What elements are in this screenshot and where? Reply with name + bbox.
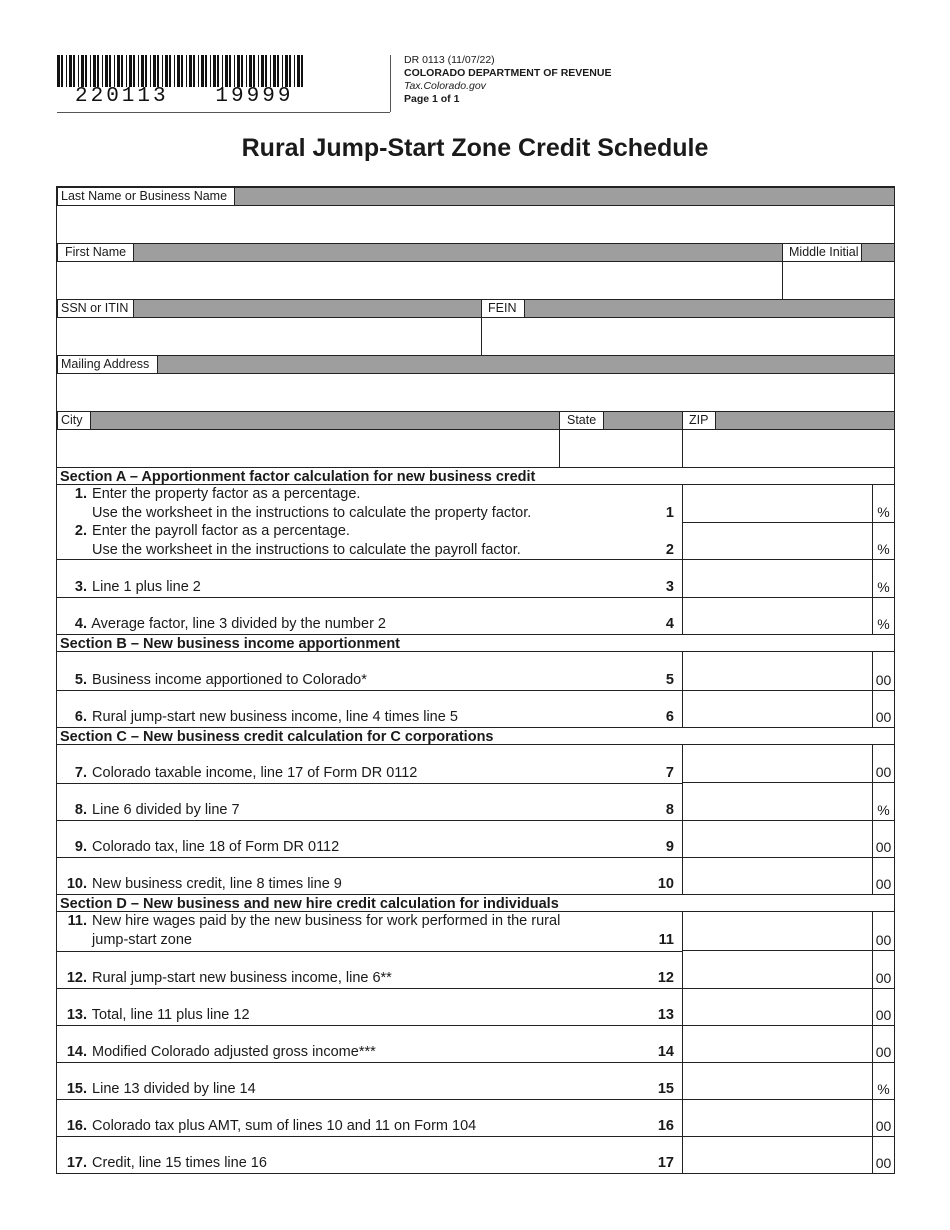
line-12-input[interactable]: 00 xyxy=(682,951,894,989)
divider xyxy=(57,1136,682,1137)
line-5-box-number: 5 xyxy=(665,672,674,688)
ssn-bar xyxy=(57,299,894,318)
first-name-input[interactable] xyxy=(57,262,782,299)
line-10-input[interactable]: 00 xyxy=(682,858,894,895)
line-2-label: 2. Enter the payroll factor as a percentage. xyxy=(74,523,350,539)
fein-label: FEIN xyxy=(481,299,525,318)
line-8-box-number: 8 xyxy=(665,802,674,818)
form-title: Rural Jump-Start Zone Credit Schedule xyxy=(241,134,709,162)
section-d-heading: Section D – New business and new hire credit calculation for individuals xyxy=(57,894,894,912)
divider xyxy=(57,1099,682,1100)
divider xyxy=(57,951,682,952)
line-6-input[interactable]: 00 xyxy=(682,691,894,728)
line-9-input[interactable]: 00 xyxy=(682,821,894,858)
ssn-label: SSN or ITIN xyxy=(57,299,134,318)
line-6-label: 6. Rural jump-start new business income, line 4 times line 5 xyxy=(74,709,458,725)
section-a-heading: Section A – Apportionment factor calculation for new business credit xyxy=(57,467,894,485)
state-label: State xyxy=(559,411,604,430)
section-b-heading: Section B – New business income apportionment xyxy=(57,634,894,652)
middle-initial-input[interactable] xyxy=(783,262,894,299)
fein-input[interactable] xyxy=(482,318,894,355)
line-11-label: 11. New hire wages paid by the new business for work performed in the rural xyxy=(67,913,561,929)
city-input[interactable] xyxy=(57,430,559,467)
header-divider xyxy=(390,55,391,112)
line-15-label: 15. Line 13 divided by line 14 xyxy=(66,1081,256,1097)
line-5-label: 5. Business income apportioned to Colorado* xyxy=(74,672,367,688)
line-12-box-number: 12 xyxy=(657,970,674,986)
line-1-label-2: Use the worksheet in the instructions to calculate the property factor. xyxy=(92,505,532,521)
line-17-label: 17. Credit, line 15 times line 16 xyxy=(66,1155,267,1171)
line-16-label: 16. Colorado tax plus AMT, sum of lines 10 and 11 on Form 104 xyxy=(66,1118,477,1134)
ssn-input[interactable] xyxy=(57,318,481,355)
line-16-box-number: 16 xyxy=(657,1118,674,1134)
line-9-label: 9. Colorado tax, line 18 of Form DR 0112 xyxy=(74,839,340,855)
mailing-address-label: Mailing Address xyxy=(57,355,158,374)
line-6-box-number: 6 xyxy=(665,709,674,725)
divider xyxy=(57,988,682,989)
line-5-input[interactable]: 00 xyxy=(682,652,894,691)
line-8-label: 8. Line 6 divided by line 7 xyxy=(74,802,240,818)
line-17-input[interactable]: 00 xyxy=(682,1137,894,1173)
line-2-box-number: 2 xyxy=(665,542,674,558)
city-label: City xyxy=(57,411,91,430)
middle-initial-label: Middle Initial xyxy=(782,243,862,262)
line-13-box-number: 13 xyxy=(657,1007,674,1023)
line-11-label-2: jump-start zone xyxy=(92,932,192,948)
city-bar xyxy=(57,411,894,430)
line-10-label: 10. New business credit, line 8 times line 9 xyxy=(66,876,342,892)
website: Tax.Colorado.gov xyxy=(404,80,486,92)
barcode-number: 220113 19999 xyxy=(75,85,294,108)
line-8-input[interactable]: % xyxy=(682,783,894,821)
line-1-input[interactable]: % xyxy=(682,485,894,523)
zip-label: ZIP xyxy=(682,411,716,430)
line-14-box-number: 14 xyxy=(657,1044,674,1060)
mailing-address-bar xyxy=(57,355,894,374)
line-1-label: 1. Enter the property factor as a percentage. xyxy=(74,486,361,502)
line-15-box-number: 15 xyxy=(657,1081,674,1097)
line-13-input[interactable]: 00 xyxy=(682,989,894,1026)
line-17-box-number: 17 xyxy=(657,1155,674,1171)
line-3-input[interactable]: % xyxy=(682,560,894,598)
divider xyxy=(559,411,560,467)
divider xyxy=(782,243,783,299)
barcode-bars xyxy=(57,55,307,89)
line-12-label: 12. Rural jump-start new business income, line 6** xyxy=(66,970,392,986)
divider xyxy=(57,1062,682,1063)
line-4-input[interactable]: % xyxy=(682,598,894,635)
line-7-input[interactable]: 00 xyxy=(682,745,894,783)
divider xyxy=(57,857,682,858)
line-4-label: 4. Average factor, line 3 divided by the number 2 xyxy=(74,616,386,632)
line-7-box-number: 7 xyxy=(665,765,674,781)
form-id: DR 0113 (11/07/22) xyxy=(404,54,495,66)
divider xyxy=(57,820,682,821)
divider xyxy=(57,690,682,691)
last-name-label: Last Name or Business Name xyxy=(57,187,235,206)
line-2-label-2: Use the worksheet in the instructions to calculate the payroll factor. xyxy=(92,542,521,558)
line-16-input[interactable]: 00 xyxy=(682,1100,894,1137)
divider xyxy=(57,559,682,560)
form-header-info xyxy=(404,54,611,106)
first-name-label: First Name xyxy=(57,243,134,262)
line-9-box-number: 9 xyxy=(665,839,674,855)
line-14-label: 14. Modified Colorado adjusted gross income*** xyxy=(66,1044,376,1060)
line-15-input[interactable]: % xyxy=(682,1063,894,1100)
credit-schedule-form xyxy=(56,186,895,1174)
line-11-box-number: 11 xyxy=(658,932,674,948)
department-name: COLORADO DEPARTMENT OF REVENUE xyxy=(404,67,612,79)
last-name-input[interactable] xyxy=(57,206,894,243)
divider xyxy=(57,1025,682,1026)
first-name-bar xyxy=(57,243,894,262)
line-1-box-number: 1 xyxy=(665,505,674,521)
line-7-label: 7. Colorado taxable income, line 17 of Form DR 0112 xyxy=(74,765,418,781)
barcode xyxy=(57,55,390,113)
line-2-input[interactable]: % xyxy=(682,523,894,560)
divider xyxy=(57,597,682,598)
section-c-heading: Section C – New business credit calculation for C corporations xyxy=(57,727,894,745)
line-3-box-number: 3 xyxy=(665,579,674,595)
line-10-box-number: 10 xyxy=(657,876,674,892)
line-11-input[interactable]: 00 xyxy=(682,912,894,951)
zip-input[interactable] xyxy=(683,430,894,467)
divider xyxy=(481,299,482,355)
line-14-input[interactable]: 00 xyxy=(682,1026,894,1063)
line-3-label: 3. Line 1 plus line 2 xyxy=(74,579,201,595)
line-4-box-number: 4 xyxy=(665,616,674,632)
mailing-address-input[interactable] xyxy=(57,374,894,411)
divider xyxy=(682,411,683,467)
line-13-label: 13. Total, line 11 plus line 12 xyxy=(66,1007,250,1023)
divider xyxy=(57,783,682,784)
page-indicator: Page 1 of 1 xyxy=(404,93,460,105)
state-input[interactable] xyxy=(560,430,682,467)
